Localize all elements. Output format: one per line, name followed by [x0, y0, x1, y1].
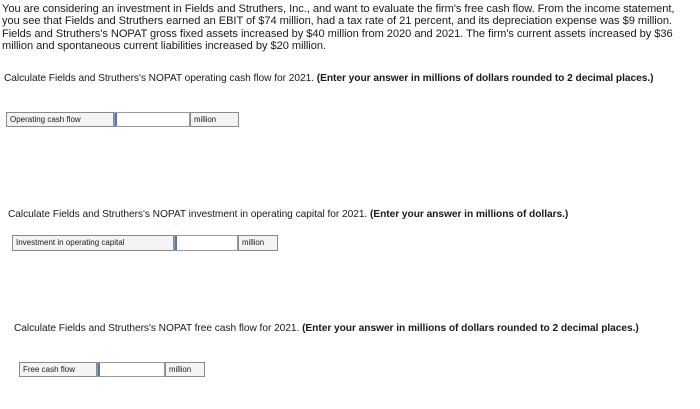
question-1-prompt: Calculate Fields and Struthers's NOPAT operating cash flow for 2021. — [4, 73, 314, 84]
free-cash-flow-label: Free cash flow — [19, 362, 97, 377]
investment-operating-capital-input[interactable] — [175, 239, 237, 253]
question-3 — [14, 323, 654, 335]
operating-cash-flow-field[interactable] — [114, 112, 190, 127]
free-cash-flow-field[interactable] — [97, 362, 165, 377]
question-1 — [4, 73, 674, 85]
investment-operating-capital-unit: million — [238, 235, 278, 251]
investment-operating-capital-field[interactable] — [174, 235, 238, 251]
question-3-instruction: (Enter your answer in millions of dollars rounded to 2 decimal places.) — [302, 323, 639, 334]
question-2-prompt: Calculate Fields and Struthers's NOPAT investment in operating capital for 2021. — [8, 209, 368, 220]
problem-statement: You are considering an investment in Fields and Struthers, Inc., and want to evaluate the firm's free cash flow. From the income statement, you see that Fields and Struthers earned an EBIT of $74 million, had a tax rate of 21 percent, and its depreciation expense was $9 million. Fields and Struthers's NOPAT gross fixed assets increased by $40 million from 2020 and 2021. The firm's current assets increased by $36 million and spontaneous current liabilities increased by $20 million. — [2, 3, 675, 52]
operating-cash-flow-unit: million — [190, 112, 239, 127]
question-3-prompt: Calculate Fields and Struthers's NOPAT free cash flow for 2021. — [14, 323, 300, 334]
question-2 — [8, 209, 688, 221]
question-2-instruction: (Enter your answer in millions of dollars.) — [370, 209, 569, 220]
answer-row-investment-operating-capital — [12, 235, 278, 251]
operating-cash-flow-label: Operating cash flow — [6, 112, 114, 127]
question-1-instruction: (Enter your answer in millions of dollars rounded to 2 decimal places.) — [316, 73, 654, 84]
answer-row-free-cash-flow — [19, 362, 205, 377]
free-cash-flow-unit: million — [165, 362, 205, 377]
answer-row-operating-cash-flow — [6, 112, 239, 127]
operating-cash-flow-input[interactable] — [115, 117, 189, 130]
free-cash-flow-input[interactable] — [98, 367, 164, 380]
investment-operating-capital-label: Investment in operating capital — [12, 235, 174, 251]
